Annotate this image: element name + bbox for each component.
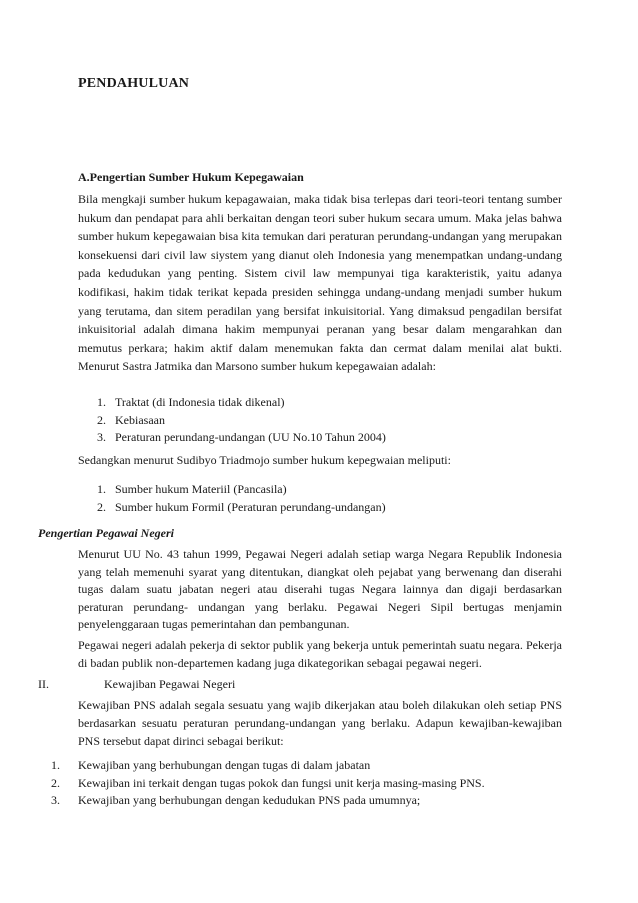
section-a-paragraph: Bila mengkaji sumber hukum kepagawaian, maka tidak bisa terlepas dari teori-teori tentang sumber hukum dan pendapat para ahli berkaitan dengan teori suber hukum secara umum. Maka jelas bahwa sumber hukum kepegawaian bisa kita temukan dari peraturan perundang-undangan yang merupakan konsekuensi dari civil law siystem yang dianut oleh Indonesia yang menempatkan undang-undang pada kedudukan yang penting. Sistem civil law mempunyai tiga karakteristik, yaitu adanya kodifikasi, hakim tidak terikat kepada presiden sehingga undang-undang menjadi sumber hukum yang terutama, dan sitem peradilan yang bersifat inkuisitorial. Yang dimaksud pengadilan bersifat inkuisitorial adalah dimana hakim mempunyai peranan yang besar dalam mengarahkan dan memutus perkara; hakim aktif dalam menemukan fakta dan cermat dalam menilai alat bukti. Menurut Sastra Jatmika dan Marsono sumber hukum kepegawaian adalah: <box>78 192 562 374</box>
section-title: Kewajiban Pegawai Negeri <box>104 677 236 691</box>
section-ii-paragraph: Kewajiban PNS adalah segala sesuatu yang wajib dikerjakan atau boleh dilakukan oleh setiap PNS berdasarkan sesuatu peraturan perundang-undangan yang berlaku. Adapun kewajiban-kewajiban PNS tersebut dapat dirinci sebagai berikut: <box>78 698 562 748</box>
kewajiban-list <box>38 757 485 810</box>
pegawai-negeri-heading: Pengertian Pegawai Negeri <box>38 526 174 540</box>
list-item: 2. Kewajiban ini terkait dengan tugas pokok dan fungsi unit kerja masing-masing PNS. <box>51 775 485 790</box>
sumber-hukum-list-sudibyo <box>97 481 386 516</box>
list-item: 1. Traktat (di Indonesia tidak dikenal) <box>97 395 285 409</box>
section-ii-heading <box>38 677 235 692</box>
sumber-hukum-list-sastra <box>97 394 386 447</box>
list-item: 2. Kebiasaan <box>97 412 165 427</box>
list-item: 1. Sumber hukum Materiil (Pancasila) <box>97 482 287 496</box>
page-title: PENDAHULUAN <box>78 76 190 91</box>
pegawai-negeri-paragraph-2: Pegawai negeri adalah pekerja di sektor publik yang bekerja untuk pemerintah suatu negara. Pekerja di badan publik non-departemen kadang juga dikategorikan sebagai pegawai negeri. <box>78 638 562 670</box>
list-item: 2. Sumber hukum Formil (Peraturan perundang-undangan) <box>97 499 386 514</box>
section-number: II. <box>38 677 49 691</box>
section-a-heading: A.Pengertian Sumber Hukum Kepegawaian <box>78 170 304 184</box>
list-item: 1. Kewajiban yang berhubungan dengan tugas di dalam jabatan <box>51 758 371 772</box>
list-item: 3. Kewajiban yang berhubungan dengan kedudukan PNS pada umumnya; <box>51 793 421 808</box>
sedangkan-intro: Sedangkan menurut Sudibyo Triadmojo sumber hukum kepegwaian meliputi: <box>78 453 451 467</box>
list-item: 3. Peraturan perundang-undangan (UU No.10 Tahun 2004) <box>97 430 386 445</box>
pegawai-negeri-paragraph-1: Menurut UU No. 43 tahun 1999, Pegawai Negeri adalah setiap warga Negara Republik Indonesia yang telah memenuhi syarat yang ditentukan, diangkat oleh pejabat yang berwenang dan diserahi tugas dalam suatu jabatan negeri atau diserahi tugas Negara lainnya dan digaji berdasarkan peraturan perundang- undangan yang berlaku. Pegawai Negeri Sipil bertugas menjamin penyelenggaraan tugas pemerintahan dan pembangunan. <box>78 547 562 632</box>
